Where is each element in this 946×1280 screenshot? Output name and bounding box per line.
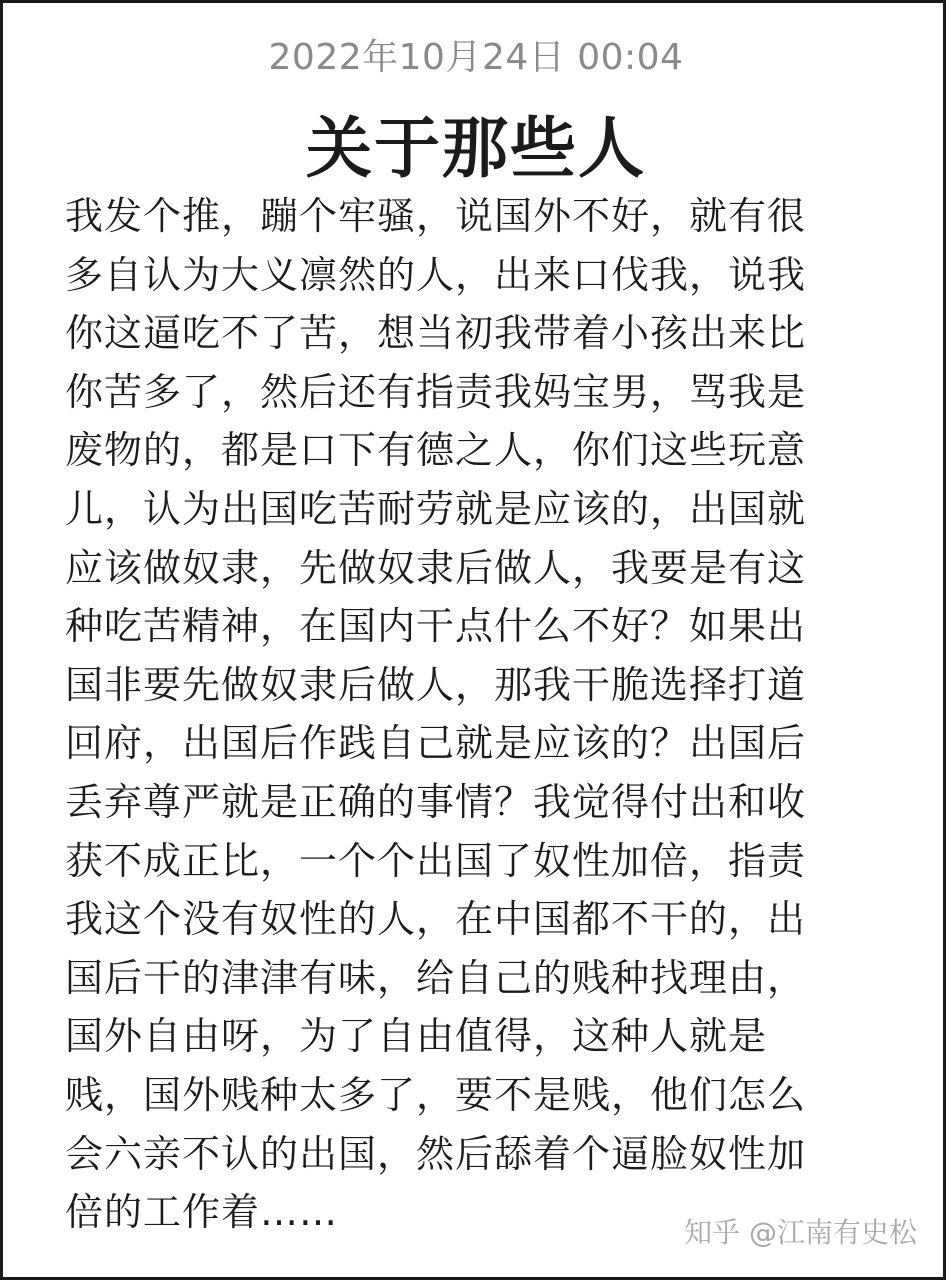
body-line: 国外自由呀，为了自由值得，这种人就是	[65, 1014, 768, 1059]
body-line: 国后干的津津有味，给自己的贱种找理由，	[65, 955, 807, 1000]
body-line: 倍的工作着……	[65, 1190, 339, 1235]
post-body	[65, 187, 865, 1242]
body-line: 儿，认为出国吃苦耐劳就是应该的，出国就	[65, 486, 807, 531]
body-line: 丢弃尊严就是正确的事情？我觉得付出和收	[65, 779, 807, 824]
body-line: 我这个没有奴性的人，在中国都不干的，出	[65, 897, 807, 942]
body-line: 多自认为大义凛然的人，出来口伐我，说我	[65, 252, 807, 297]
body-line: 种吃苦精神，在国内干点什么不好？如果出	[65, 604, 807, 649]
body-line: 国非要先做奴隶后做人，那我干脆选择打道	[65, 662, 807, 707]
zhihu-watermark: 知乎 @江南有史松	[684, 1216, 917, 1249]
body-line: 我发个推，蹦个牢骚，说国外不好，就有很	[65, 194, 807, 238]
body-line: 应该做奴隶，先做奴隶后做人，我要是有这	[65, 545, 807, 590]
post-timestamp: 2022年10月24日 00:04	[268, 37, 684, 78]
body-line: 获不成正比，一个个出国了奴性加倍，指责	[65, 838, 807, 883]
body-line: 回府，出国后作践自己就是应该的？出国后	[65, 721, 807, 766]
body-line: 你苦多了，然后还有指责我妈宝男，骂我是	[65, 369, 807, 414]
body-line: 废物的，都是口下有德之人，你们这些玩意	[65, 428, 807, 473]
post-title: 关于那些人	[306, 110, 646, 187]
body-line: 你这逼吃不了苦，想当初我带着小孩出来比	[65, 311, 807, 356]
body-line: 会六亲不认的出国，然后舔着个逼脸奴性加	[65, 1131, 807, 1176]
body-line: 贱，国外贱种太多了，要不是贱，他们怎么	[65, 1072, 807, 1117]
